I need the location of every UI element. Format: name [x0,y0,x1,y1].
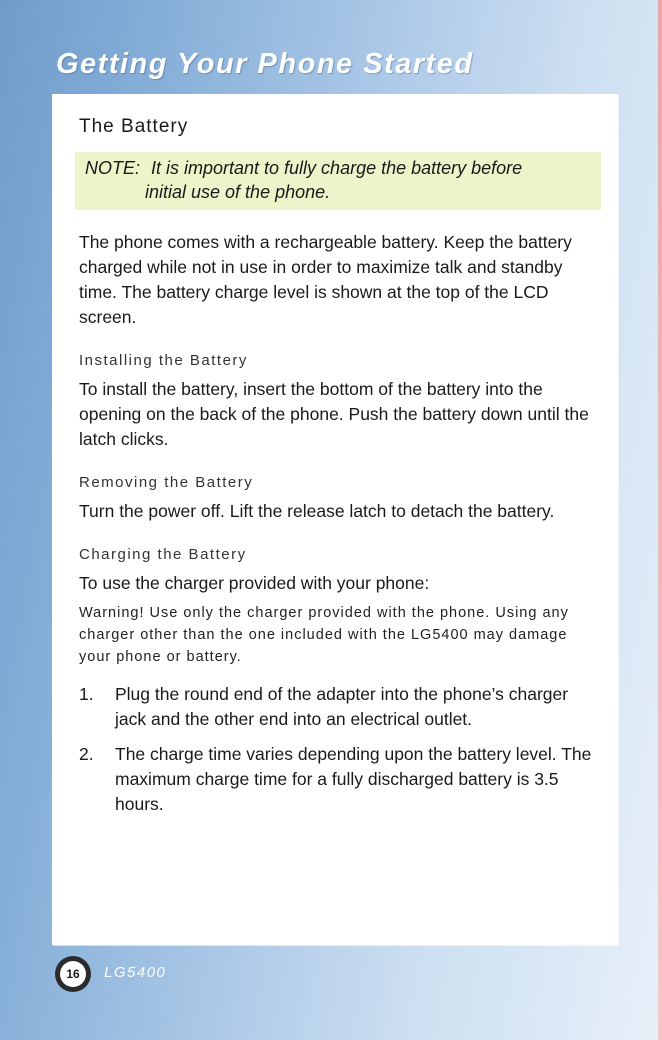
note-label: NOTE: [85,158,141,178]
content-panel [52,94,618,945]
list-item [79,682,601,732]
note-line-2: initial use of the phone. [145,182,331,202]
installing-paragraph: To install the battery, insert the bottom of the battery into the opening on the back of the phone. Push the battery down until the latch clicks. [79,379,589,449]
section-title: The Battery [79,116,189,137]
content-inner [79,116,601,827]
list-item [79,742,601,817]
step-number: 1. [79,684,94,704]
removing-heading: Removing the Battery [79,474,254,491]
charging-intro: To use the charger provided with your phone: [79,573,430,593]
footer-model-name: LG5400 [104,964,167,981]
page-edge [658,0,662,1040]
note-line-1: It is important to fully charge the battery before [151,158,523,178]
page-number-badge [55,956,91,992]
charging-steps [79,682,601,817]
step-text: Plug the round end of the adapter into the phone’s charger jack and the other end into an electrical outlet. [115,684,569,729]
charging-heading: Charging the Battery [79,546,247,563]
page-number: 16 [60,961,86,987]
note-row [85,156,591,180]
installing-heading: Installing the Battery [79,352,248,369]
warning-paragraph: Warning! Use only the charger provided with the phone. Using any charger other than the one included with the LG5400 may damage your phone or battery. [79,605,569,665]
note-box [75,152,601,210]
intro-paragraph: The phone comes with a rechargeable battery. Keep the battery charged while not in use in order to maximize talk and standby time. The battery charge level is shown at the top of the LCD screen. [79,232,572,327]
removing-paragraph: Turn the power off. Lift the release latch to detach the battery. [79,501,555,521]
step-number: 2. [79,744,94,764]
chapter-title: Getting Your Phone Started [56,48,474,80]
step-text: The charge time varies depending upon the battery level. The maximum charge time for a fully discharged battery is 3.5 hours. [115,744,592,814]
